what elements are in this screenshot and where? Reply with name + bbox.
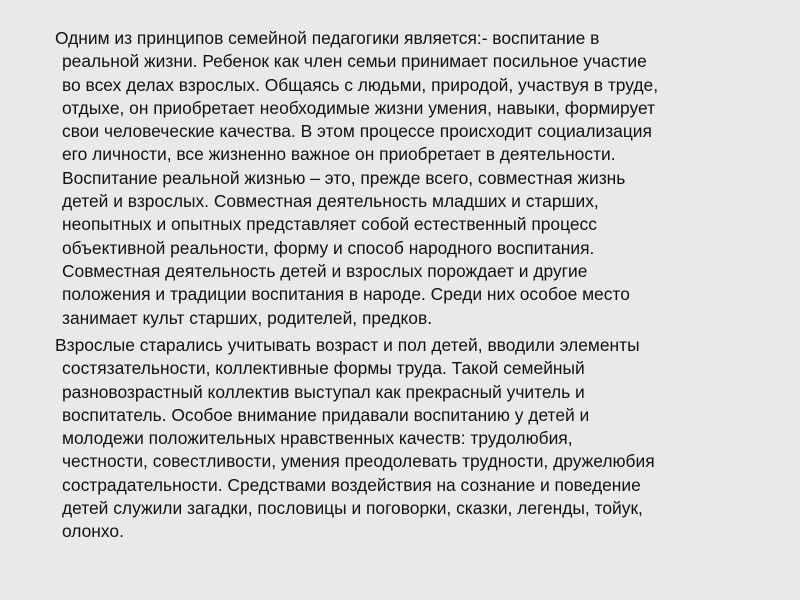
text-line: сострадательности. Средствами воздействия на сознание и поведение	[62, 474, 641, 495]
text-line: объективной реальности, форму и способ народного воспитания.	[62, 237, 595, 258]
text-line: олонхо.	[62, 521, 124, 542]
text-line: молодежи положительных нравственных качеств: трудолюбия,	[62, 428, 573, 449]
text-line: отдыхе, он приобретает необходимые жизни умения, навыки, формирует	[62, 97, 656, 118]
text-line: во всех делах взрослых. Общаясь с людьми, природой, участвуя в труде,	[62, 74, 659, 95]
text-line: неопытных и опытных представляет собой естественный процесс	[62, 214, 597, 235]
text-line: реальной жизни. Ребенок как член семьи принимает посильное участие	[62, 51, 647, 72]
text-line: воспитатель. Особое внимание придавали воспитанию у детей и	[62, 404, 590, 425]
text-line: Совместная деятельность детей и взрослых порождает и другие	[62, 260, 588, 281]
text-line: Воспитание реальной жизнью – это, прежде всего, совместная жизнь	[62, 167, 626, 188]
text-line: честности, совестливости, умения преодолевать трудности, дружелюбия	[62, 451, 655, 472]
text-line: свои человеческие качества. В этом процессе происходит социализация	[62, 121, 652, 142]
text-line: Одним из принципов семейной педагогики является:- воспитание в	[55, 28, 600, 48]
text-line: состязательности, коллективные формы труда. Такой семейный	[62, 358, 585, 379]
text-line: Взрослые старались учитывать возраст и пол детей, вводили элементы	[55, 335, 640, 355]
text-line: детей служили загадки, пословицы и поговорки, сказки, легенды, тойук,	[62, 498, 643, 519]
text-line: положения и традиции воспитания в народе. Среди них особое место	[62, 284, 630, 305]
paragraph-adults-upbringing	[55, 334, 762, 544]
text-line: разновозрастный коллектив выступал как прекрасный учитель и	[62, 381, 585, 402]
text-line: его личности, все жизненно важное он приобретает в деятельности.	[62, 144, 616, 165]
text-line: занимает культ старших, родителей, предков.	[62, 307, 433, 328]
text-line: детей и взрослых. Совместная деятельность младших и старших,	[62, 191, 599, 212]
paragraph-family-pedagogy	[55, 27, 762, 330]
